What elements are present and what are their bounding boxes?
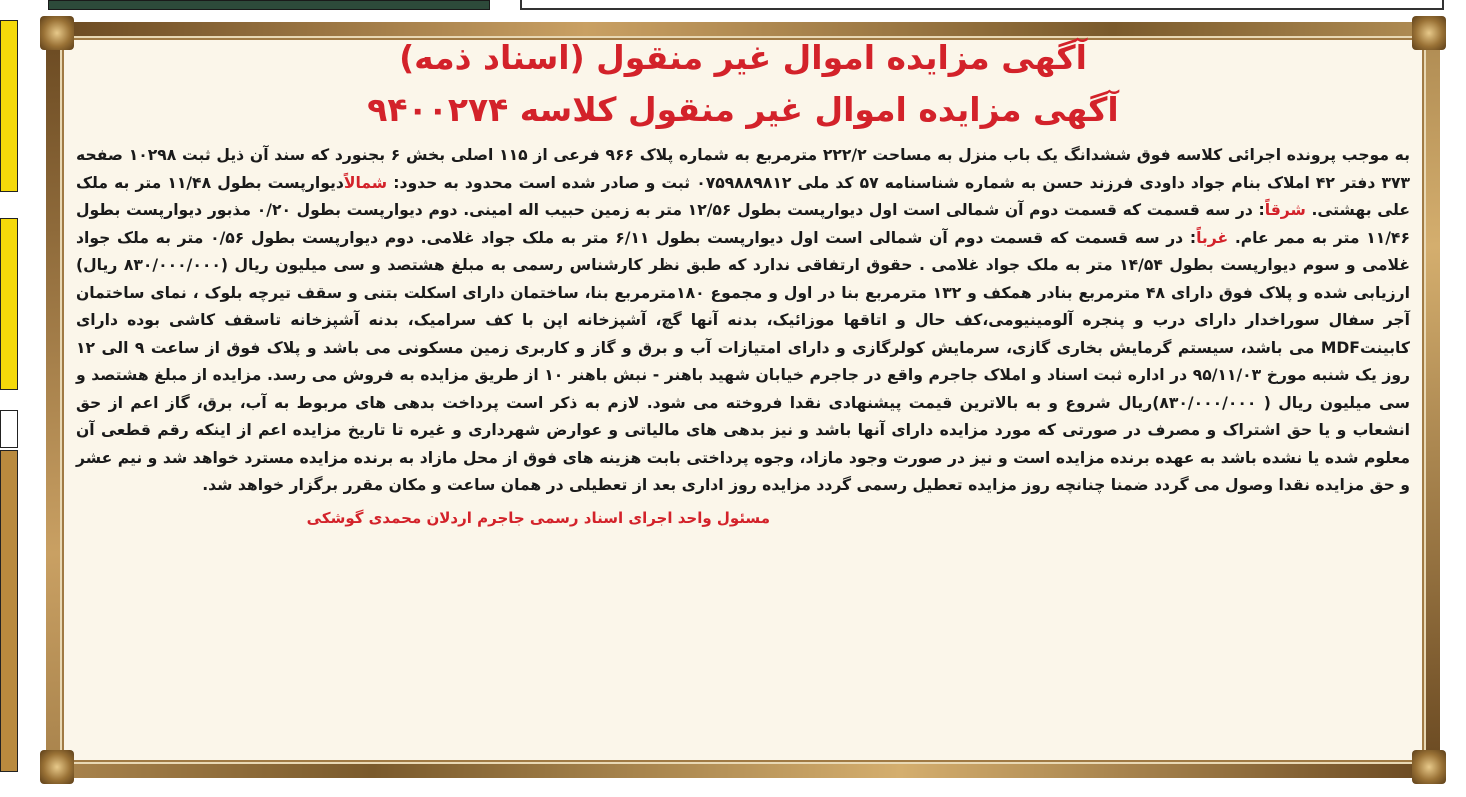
body-part-3: : در سه قسمت که قسمت دوم آن شمالی است اول دیوارپست بطول ۱۲/۵۶ متر به زمین حبیب اله امینی. دوم دیوارپست بطول ۰/۲۰ مذبور دیوارپست بطول ۱۱/۴۶ متر به ممر عام. xyxy=(76,201,1410,247)
edge-block-white xyxy=(0,410,18,448)
adjacent-ad-top-left xyxy=(48,0,490,10)
notice-title-2: آگهی مزایده اموال غیر منقول کلاسه ۹۴۰۰۲۷۴ xyxy=(367,90,1119,129)
body-part-4: : در سه قسمت که قسمت دوم آن شمالی است اول دیوارپست بطول ۶/۱۱ متر به ملک جواد غلامی. دوم دیوارپست بطول ۰/۵۶ متر به ملک جواد غلامی و سوم دیوارپست بطول ۱۴/۵۴ متر به ملک جواد غلامی . حقوق ارتفاقی ندارد که طبق نظر کارشناس رسمی به مبلغ هشتصد و سی میلیون ریال (۸۳۰/۰۰۰/۰۰۰ ریال) ارزیابی شده و پلاک فوق دارای ۴۸ مترمربع بنادر همکف و ۱۳۲ مترمربع بنا در اول و مجموع ۱۸۰مترمربع بنا، ساختمان دارای اسکلت بتنی و سقف تیرچه بلوک ، نمای ساختمان آجر سفال سوراخدار دارای درب و پنجره آلومینیومی،کف حال و اتاقها موزائیک، بدنه آنها گچ، آشپزخانه اپن با کف سرامیک، بدنه آشپزخانه تاسقف کاشی بوده دارای کابینتMDF می باشد، سیستم گرمایش بخاری گازی، سرمایش کولرگازی و دارای امتیازات آب و برق و گاز و کاربری زمین مسکونی می باشد و پلاک فوق از ساعت ۹ الی ۱۲ روز یک شنبه مورخ ۹۵/۱۱/۰۳ در اداره ثبت اسناد و املاک جاجرم واقع در جاجرم خیابان شهید باهنر - نبش باهنر ۱۰ از طریق مزایده به فروش می رسد. مزایده از مبلغ هشتصد و سی میلیون ریال ( ۸۳۰/۰۰۰/۰۰۰)ریال شروع و به بالاترین قیمت پیشنهادی نقدا فروخته می شود. لازم به ذکر است پرداخت بدهی های مربوط به آب، برق، گاز اعم از حق انشعاب و یا حق اشتراک و مصرف در صورتی که مورد مزایده دارای آنها باشد و نیز بدهی های مالیاتی و عوارض شهرداری و غیره تا تاریخ مزایده اعم از اینکه رقم قطعی آن معلوم شده یا نشده باشد به عهده برنده مزایده است و نیز در صورت وجود مازاد، وجوه پرداختی بابت هزینه های فوق از محل مازاد به برنده مزایده مسترد خواهد شد و نیم عشر و حق مزایده نقدا وصول می گردد ضمنا چنانچه روز مزایده تعطیل رسمی گردد مزایده روز اداری بعد از تعطیلی در همان ساعت و مکان مقرر برگزار خواهد شد. xyxy=(76,228,1410,494)
notice-title-1: آگهی مزایده اموال غیر منقول (اسناد ذمه) xyxy=(399,38,1087,77)
body-part-1: به موجب پرونده اجرائی کلاسه فوق ششدانگ یک باب منزل به مساحت ۲۲۲/۲ مترمربع به شماره پلاک ۹۶۶ فرعی از ۱۱۵ اصلی بخش ۶ بجنورد که سند آن ذیل ثبت ۱۰۲۹۸ صفحه ۳۷۳ دفتر ۴۲ املاک بنام جواد داودی فرزند حسن به شماره شناسنامه ۵۷ کد ملی ۰۷۵۹۸۸۹۸۱۲ ثبت و صادر شده است محدود به حدود: xyxy=(76,146,1410,192)
edge-block-yellow-1 xyxy=(0,20,18,192)
edge-block-yellow-2 xyxy=(0,218,18,390)
label-north: شمالاً xyxy=(343,173,388,192)
adjacent-ad-top-right xyxy=(520,0,1444,10)
adjacent-ad-left-edge xyxy=(0,0,18,797)
label-east: شرقاً xyxy=(1264,201,1306,219)
body-part-2: دیوارپست بطول ۱۱/۴۸ متر به ملک علی بهشتی. xyxy=(76,173,1410,219)
notice-body xyxy=(76,142,1410,500)
auction-notice xyxy=(66,30,1420,770)
signature: مسئول واحد اجرای اسناد رسمی جاجرم اردلان محمدی گوشکی xyxy=(306,508,770,527)
label-west: غرباً xyxy=(1196,228,1229,247)
edge-block-brown xyxy=(0,450,18,772)
